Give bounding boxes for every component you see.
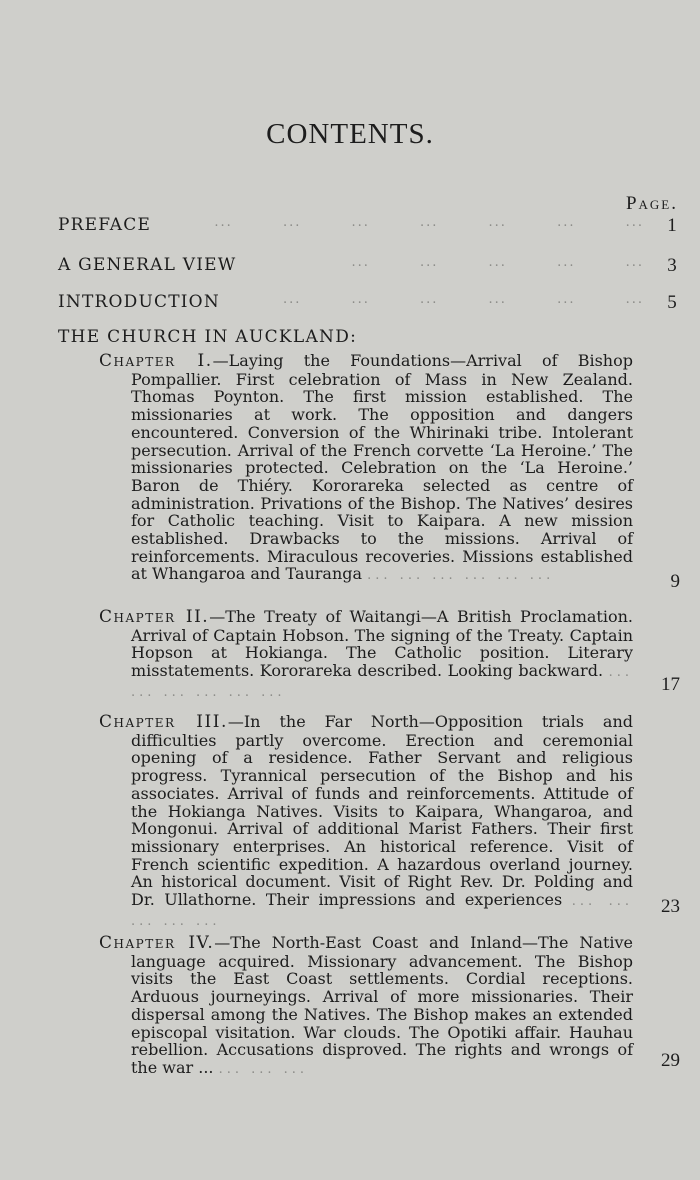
toc-entry-label: A GENERAL VIEW: [58, 255, 237, 275]
chapter-summary: —In the Far North—Opposition trials and difficulties partly overcome. Erection and ceremonial opening of a residence. Father Servant and religious progress. Tyrannical persecution of the Bishop and his associates. Arrival of funds and reinforcements. Attitude of the Hokianga Natives. Visits to Kaipara, Whangaroa, and Mongonui. Arrival of additional Marist Fathers. Their first missionary enterprises. An historical reference. Visit of French scientific expedition. A hazardous overland journey. An historical document. Visit of Right Rev. Dr. Polding and Dr. Ullathorne. Their impressions and experiences: [131, 712, 633, 910]
page-title: CONTENTS.: [266, 118, 434, 150]
leader-dots: ... ... ... ... ...: [131, 894, 633, 929]
chapter-heading: Chapter III.: [99, 712, 228, 732]
page-column-label: Page.: [625, 193, 678, 214]
section-heading: THE CHURCH IN AUCKLAND:: [58, 327, 358, 347]
chapter-entry: [99, 608, 633, 702]
chapter-entry: [99, 352, 633, 585]
leader-dots: ... ... ...: [218, 1061, 309, 1077]
chapter-heading: Chapter I.: [99, 351, 213, 371]
toc-entry-label: INTRODUCTION: [58, 292, 220, 312]
chapter-summary: —The North-East Coast and Inland—The Native language acquired. Missionary advancement. The Bishop visits the East Coast settlements. Cordial receptions. Arduous journeyings. Arrival of more missionaries. Their dispersal among the Natives. The Bishop makes an extended episcopal visitation. War clouds. The Opotiki affair. Hauhau rebellion. Accusations disproved. The rights and wrongs of the war ...: [131, 933, 633, 1077]
leader-dots: ... ... ... ... ... ...: [367, 568, 555, 584]
toc-entry-page: 5: [667, 292, 678, 313]
chapter-summary: —Laying the Foundations—Arrival of Bishop Pompallier. First celebration of Mass in New Zealand. Thomas Poynton. The first mission established. The missionaries at work. The opposition and dangers encountered. Conversion of the Whirinaki tribe. Intolerant persecution. Arrival of the French corvette ‘La Heroine.’ The missionaries protected. Celebration on the ‘La Heroine.’ Baron de Thiéry. Kororareka selected as centre of administration. Privations of the Bishop. The Natives’ desires for Catholic teaching. Visit to Kaipara. A new mission established. Drawbacks to the missions. Arrival of reinforcements. Miraculous recoveries. Missions established at Whangaroa and Tauranga: [131, 351, 633, 584]
chapter-entry: [99, 934, 633, 1079]
chapter-page-number: 23: [661, 896, 680, 917]
toc-entry-page: 1: [667, 215, 678, 236]
chapter-entry: [99, 713, 633, 930]
toc-entry-general-view: [58, 255, 678, 281]
chapter-heading: Chapter II.: [99, 607, 210, 627]
leader-dots: ... ... ... ... ... ... ...: [214, 215, 644, 230]
chapter-page-number: 17: [661, 674, 680, 695]
chapter-summary: —The Treaty of Waitangi—A British Proclamation. Arrival of Captain Hobson. The signing of the Treaty. Captain Hopson at Hokianga. The Catholic position. Literary misstatements. Kororareka described. Looking backward.: [131, 607, 634, 681]
leader-dots: ... ... ... ... ...: [351, 255, 644, 270]
toc-entry-introduction: [58, 292, 678, 318]
toc-entry-label: PREFACE: [58, 215, 152, 235]
leader-dots: ... ... ... ... ... ...: [282, 292, 644, 307]
toc-entry-preface: [58, 215, 678, 241]
chapter-page-number: 9: [670, 571, 680, 592]
toc-entry-page: 3: [667, 255, 678, 276]
chapter-page-number: 29: [661, 1050, 680, 1071]
chapter-heading: Chapter IV.: [99, 933, 215, 953]
leader-dots: ... ... ... ... ... ...: [131, 665, 633, 700]
